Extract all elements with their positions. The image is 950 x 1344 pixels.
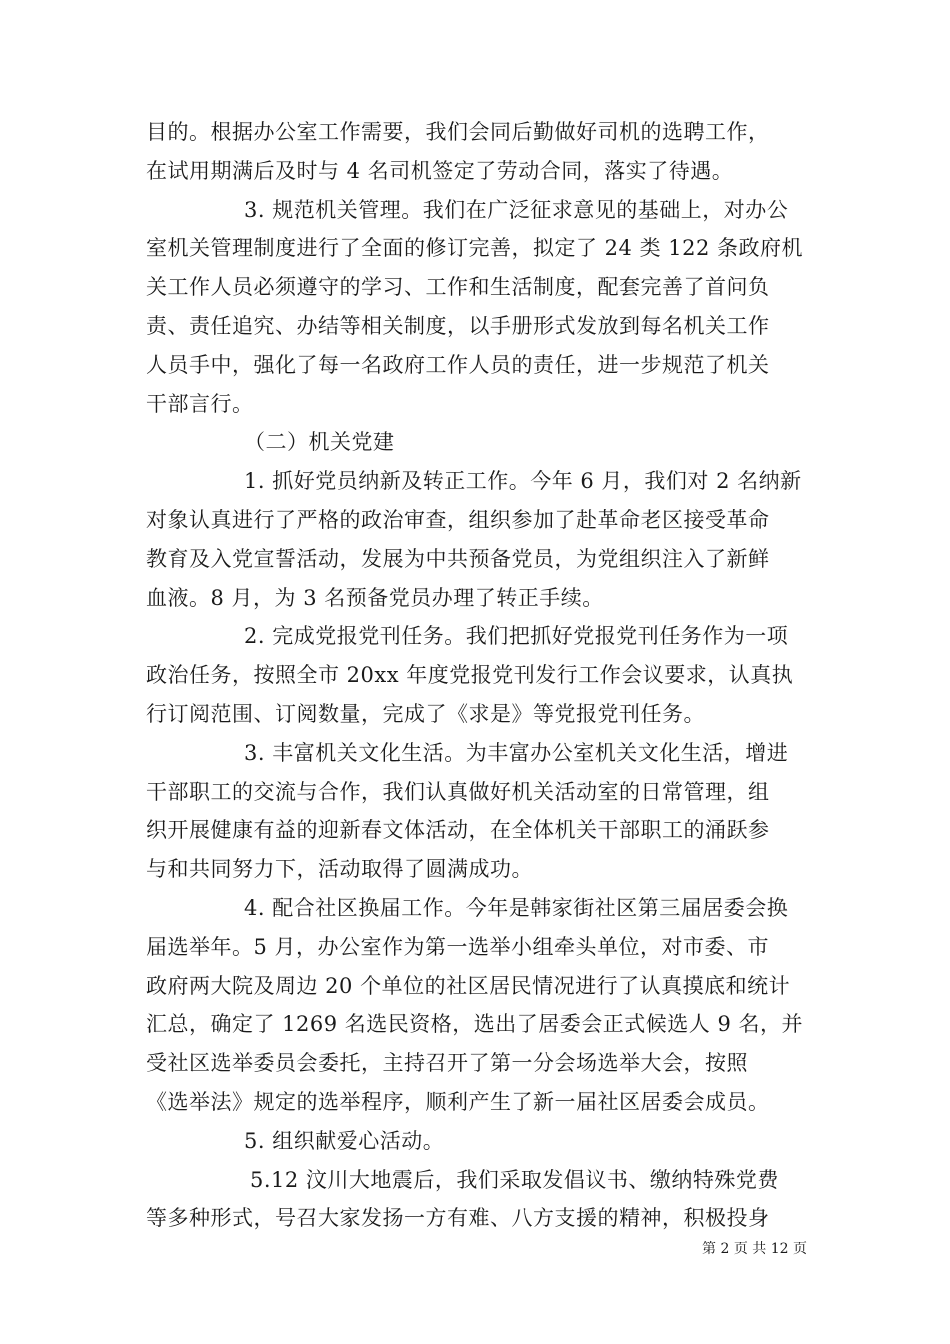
paragraph-line: 干部职工的交流与合作，我们认真做好机关活动室的日常管理，组 <box>146 780 770 804</box>
paragraph-line: 干部言行。 <box>146 392 254 416</box>
paragraph-line: 政治任务，按照全市 20xx 年度党报党刊发行工作会议要求，认真执 <box>146 663 794 687</box>
paragraph-line: 人员手中，强化了每一名政府工作人员的责任，进一步规范了机关 <box>146 353 770 377</box>
paragraph-line: 3. 丰富机关文化生活。为丰富办公室机关文化生活，增进 <box>244 741 789 765</box>
paragraph-line: 届选举年。5 月，办公室作为第一选举小组牵头单位，对市委、市 <box>146 935 770 959</box>
paragraph-line: 政府两大院及周边 20 个单位的社区居民情况进行了认真摸底和统计 <box>146 974 791 998</box>
paragraph-line: 3. 规范机关管理。我们在广泛征求意见的基础上，对办公 <box>244 198 789 222</box>
page-number: 第 2 页 共 12 页 <box>702 1241 807 1257</box>
paragraph-line: 与和共同努力下，活动取得了圆满成功。 <box>146 857 533 881</box>
paragraph-line: 1. 抓好党员纳新及转正工作。今年 6 月，我们对 2 名纳新 <box>244 469 802 493</box>
paragraph-line: 行订阅范围、订阅数量，完成了《求是》等党报党刊任务。 <box>146 702 705 726</box>
paragraph-line: 血液。8 月，为 3 名预备党员办理了转正手续。 <box>146 586 604 610</box>
paragraph-line: 5. 组织献爱心活动。 <box>244 1129 445 1153</box>
paragraph-line: 受社区选举委员会委托，主持召开了第一分会场选举大会，按照 <box>146 1051 748 1075</box>
paragraph-line: 关工作人员必须遵守的学习、工作和生活制度，配套完善了首问负 <box>146 275 770 299</box>
section-heading: （二）机关党建 <box>244 430 395 454</box>
paragraph-line: 织开展健康有益的迎新春文体活动，在全体机关干部职工的涌跃参 <box>146 818 770 842</box>
paragraph-line: 汇总，确定了 1269 名选民资格，选出了居委会正式候选人 9 名，并 <box>146 1012 804 1036</box>
paragraph-line: 在试用期满后及时与 4 名司机签定了劳动合同，落实了待遇。 <box>146 159 734 183</box>
paragraph-line: 《选举法》规定的选举程序，顺利产生了新一届社区居委会成员。 <box>146 1090 770 1114</box>
paragraph-line: 责、责任追究、办结等相关制度，以手册形式发放到每名机关工作 <box>146 314 770 338</box>
paragraph-line: 2. 完成党报党刊任务。我们把抓好党报党刊任务作为一项 <box>244 624 789 648</box>
paragraph-line: 4. 配合社区换届工作。今年是韩家街社区第三届居委会换 <box>244 896 789 920</box>
paragraph-line: 对象认真进行了严格的政治审查，组织参加了赴革命老区接受革命 <box>146 508 770 532</box>
paragraph-line: 教育及入党宣誓活动，发展为中共预备党员，为党组织注入了新鲜 <box>146 547 770 571</box>
paragraph-line: 等多种形式，号召大家发扬一方有难、八方支援的精神，积极投身 <box>146 1206 770 1230</box>
paragraph-line: 目的。根据办公室工作需要，我们会同后勤做好司机的选聘工作， <box>146 120 770 144</box>
paragraph-line: 5.12 汶川大地震后，我们采取发倡议书、缴纳特殊党费 <box>250 1168 779 1192</box>
paragraph-line: 室机关管理制度进行了全面的修订完善，拟定了 24 类 122 条政府机 <box>146 236 804 260</box>
